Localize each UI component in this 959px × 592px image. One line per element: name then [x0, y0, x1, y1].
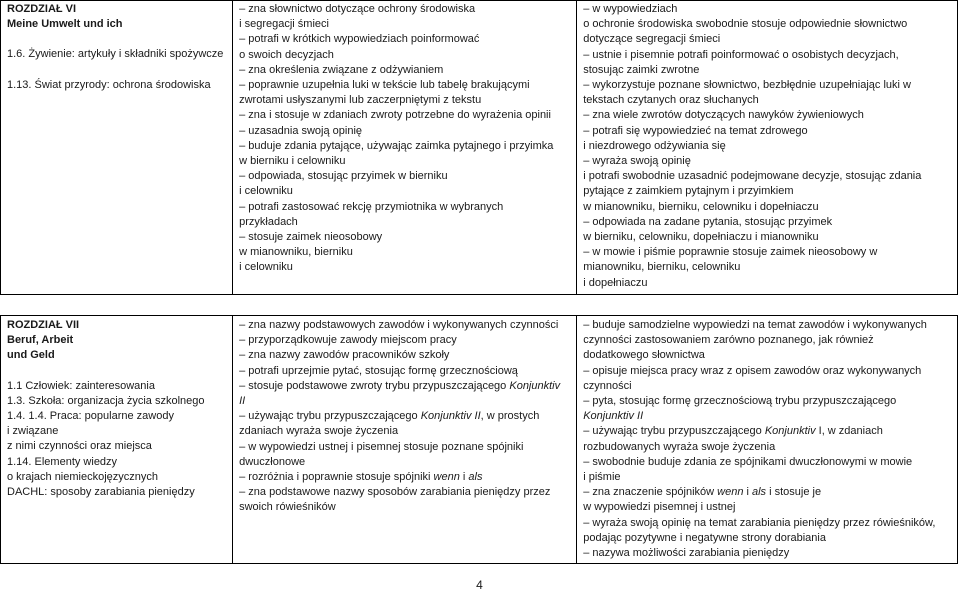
- text-line: w bierniku i celowniku: [239, 155, 346, 168]
- text-line: – potrafi w krótkich wypowiedziach poinformować: [239, 33, 480, 46]
- text-line: tekstach czytanych oraz słuchanych: [583, 94, 759, 107]
- italic-term: als: [752, 486, 767, 499]
- text-line: 1.1 Człowiek: zainteresowania: [7, 379, 155, 392]
- italic-term: Konjunktiv II: [420, 410, 481, 423]
- text-line: – stosuje zaimek nieosobowy: [239, 231, 383, 244]
- chapter-heading: Meine Umwelt und ich: [7, 18, 123, 31]
- text-segment: i: [743, 486, 752, 499]
- table-row: [1, 1, 958, 295]
- text-line: i niezdrowego odżywiania się: [583, 139, 726, 152]
- text-line: podając pozytywne i negatywne strony dorabiania: [583, 531, 826, 544]
- text-line: – uzasadnia swoją opinię: [239, 124, 363, 137]
- text-segment: – rozróżnia i poprawnie stosuje spójniki: [239, 471, 434, 484]
- italic-term: II: [239, 395, 246, 408]
- criteria-table: [0, 0, 958, 295]
- text-line: 1.14. Elementy wiedzy: [7, 455, 118, 468]
- text-line: – zna nazwy zawodów pracowników szkoły: [239, 349, 450, 362]
- text-line: i celowniku: [239, 185, 293, 198]
- text-segment: I, w zdaniach: [815, 425, 883, 438]
- spacer: [7, 32, 228, 47]
- chapter-cell: [1, 316, 233, 564]
- text-line: i potrafi swobodnie uzasadnić podejmowane decyzje, stosując zdania: [583, 170, 922, 183]
- text-line: [239, 470, 572, 485]
- text-line: – opisuje miejsca pracy wraz z opisem zawodów oraz wykonywanych: [583, 364, 922, 377]
- criteria-table-chapter-7: [0, 315, 959, 564]
- text-line: – zna nazwy podstawowych zawodów i wykonywanych czynności: [239, 319, 559, 331]
- chapter-cell: [1, 1, 233, 295]
- chapter-heading: und Geld: [7, 349, 55, 362]
- text-line: zwrotami usłyszanymi lub zaczerpniętymi z tekstu: [239, 94, 482, 107]
- text-line: – odpowiada, stosując przyimek w bierniku: [239, 170, 448, 183]
- text-segment: i: [459, 471, 469, 484]
- text-line: – poprawnie uzupełnia luki w tekście lub tabelę brakującymi: [239, 79, 530, 92]
- text-line: [583, 409, 953, 424]
- text-line: [583, 485, 953, 500]
- text-segment: , w prostych: [480, 410, 540, 423]
- text-line: stosując zaimki zwrotne: [583, 63, 700, 76]
- text-line: mianowniku, bierniku, celowniku: [583, 261, 741, 274]
- text-line: – wyraża swoją opinię: [583, 155, 691, 168]
- text-line: – wyraża swoją opinię na temat zarabiania pieniędzy przez rówieśników,: [583, 516, 936, 529]
- text-line: dotyczące segregacji śmieci: [583, 33, 721, 46]
- text-line: w mianowniku, bierniku, celowniku i dopełniaczu: [583, 200, 819, 213]
- chapter-heading: ROZDZIAŁ VII: [7, 319, 80, 331]
- text-line: [239, 409, 572, 424]
- italic-term: Konjunktiv: [509, 379, 561, 392]
- text-line: – buduje zdania pytające, używając zaimka pytajnego i przyimka: [239, 139, 554, 152]
- text-line: dwuczłonowe: [239, 455, 306, 468]
- text-line: 1.3. Szkoła: organizacja życia szkolnego: [7, 394, 205, 407]
- text-line: – zna podstawowe nazwy sposobów zarabiania pieniędzy przez: [239, 486, 551, 499]
- text-line: 1.6. Żywienie: artykuły i składniki spożywcze: [7, 48, 224, 61]
- text-line: – zna słownictwo dotyczące ochrony środowiska: [239, 3, 476, 15]
- text-line: i celowniku: [239, 261, 293, 274]
- text-line: – zna wiele zwrotów dotyczących nawyków żywieniowych: [583, 109, 864, 122]
- text-segment: – używając trybu przypuszczającego: [583, 425, 765, 438]
- text-line: [583, 424, 953, 439]
- text-line: [239, 394, 572, 409]
- text-line: o ochronie środowiska swobodnie stosuje odpowiednie słownictwo: [583, 18, 908, 31]
- text-line: – w mowie i piśmie poprawnie stosuje zaimek nieosobowy w: [583, 246, 878, 259]
- text-line: o krajach niemieckojęzycznych: [7, 470, 159, 483]
- text-line: – zna i stosuje w zdaniach zwroty potrzebne do wyrażenia opinii: [239, 109, 551, 122]
- text-line: – swobodnie buduje zdania ze spójnikami dwuczłonowymi w mowie: [583, 455, 913, 468]
- text-line: o swoich decyzjach: [239, 48, 334, 61]
- text-line: – potrafi się wypowiedzieć na temat zdrowego: [583, 124, 808, 137]
- basic-requirements-cell: [233, 316, 577, 564]
- text-line: w bierniku, celowniku, dopełniaczu i mianowniku: [583, 231, 819, 244]
- text-line: czynności: [583, 379, 632, 392]
- chapter-heading: ROZDZIAŁ VI: [7, 3, 77, 15]
- italic-term: als: [468, 471, 483, 484]
- text-segment: i stosuje je: [766, 486, 822, 499]
- text-line: – zna określenia związane z odżywianiem: [239, 63, 444, 76]
- italic-term: Konjunktiv II: [583, 410, 644, 423]
- text-line: – potrafi uprzejmie pytać, stosując formę grzecznościową: [239, 364, 518, 377]
- text-line: czynności zastosowaniem zarówno poznanego, jak również: [583, 334, 874, 347]
- page-number: 4: [476, 578, 483, 592]
- text-line: – ustnie i pisemnie potrafi poinformować o osobistych decyzjach,: [583, 48, 899, 61]
- text-line: zdaniach wyraża swoje życzenia: [239, 425, 399, 438]
- text-line: 1.13. Świat przyrody: ochrona środowiska: [7, 78, 211, 91]
- spacer: [7, 63, 228, 78]
- text-line: – buduje samodzielne wypowiedzi na temat zawodów i wykonywanych: [583, 319, 927, 331]
- text-line: swoich rówieśników: [239, 501, 336, 514]
- text-line: pytające z zaimkiem pytajnym i przyimkiem: [583, 185, 794, 198]
- text-line: – w wypowiedziach: [583, 3, 678, 15]
- text-line: i piśmie: [583, 471, 621, 484]
- spacer: [7, 364, 228, 379]
- text-line: – pyta, stosując formę grzecznościową trybu przypuszczającego: [583, 395, 897, 408]
- criteria-table-chapter-6: [0, 0, 959, 295]
- text-line: – nazywa możliwości zarabiania pieniędzy: [583, 547, 790, 560]
- text-segment: – używając trybu przypuszczającego: [239, 410, 421, 423]
- text-line: przykładach: [239, 215, 298, 228]
- text-segment: – zna znaczenie spójników: [583, 486, 718, 499]
- italic-term: wenn: [717, 486, 744, 499]
- text-line: – w wypowiedzi ustnej i pisemnej stosuje poznane spójniki: [239, 440, 524, 453]
- extended-requirements-cell: [577, 316, 958, 564]
- text-line: i segregacji śmieci: [239, 18, 329, 31]
- basic-requirements-cell: [233, 1, 577, 295]
- extended-requirements-cell: [577, 1, 958, 295]
- text-line: – potrafi zastosować rekcję przymiotnika w wybranych: [239, 200, 504, 213]
- text-line: z nimi czynności oraz miejsca: [7, 440, 152, 453]
- text-line: rozbudowanych wyraża swoje życzenia: [583, 440, 776, 453]
- text-line: – odpowiada na zadane pytania, stosując przyimek: [583, 215, 833, 228]
- text-line: 1.4. 1.4. Praca: popularne zawody: [7, 410, 174, 423]
- chapter-heading: Beruf, Arbeit: [7, 334, 74, 347]
- text-line: – przyporządkowuje zawody miejscom pracy: [239, 334, 457, 347]
- italic-term: wenn: [433, 471, 460, 484]
- text-segment: – stosuje podstawowe zwroty trybu przypuszczającego: [239, 379, 510, 392]
- text-line: DACHL: sposoby zarabiania pieniędzy: [7, 486, 195, 499]
- text-line: i dopełniaczu: [583, 276, 648, 289]
- text-line: w mianowniku, bierniku: [239, 246, 353, 259]
- text-line: i związane: [7, 425, 59, 438]
- text-line: [239, 379, 572, 394]
- table-row: [1, 316, 958, 564]
- criteria-table: [0, 315, 958, 564]
- text-line: – wykorzystuje poznane słownictwo, bezbłędnie uzupełniając luki w: [583, 79, 911, 92]
- text-line: dodatkowego słownictwa: [583, 349, 705, 362]
- italic-term: Konjunktiv: [764, 425, 816, 438]
- text-line: w wypowiedzi pisemnej i ustnej: [583, 501, 736, 514]
